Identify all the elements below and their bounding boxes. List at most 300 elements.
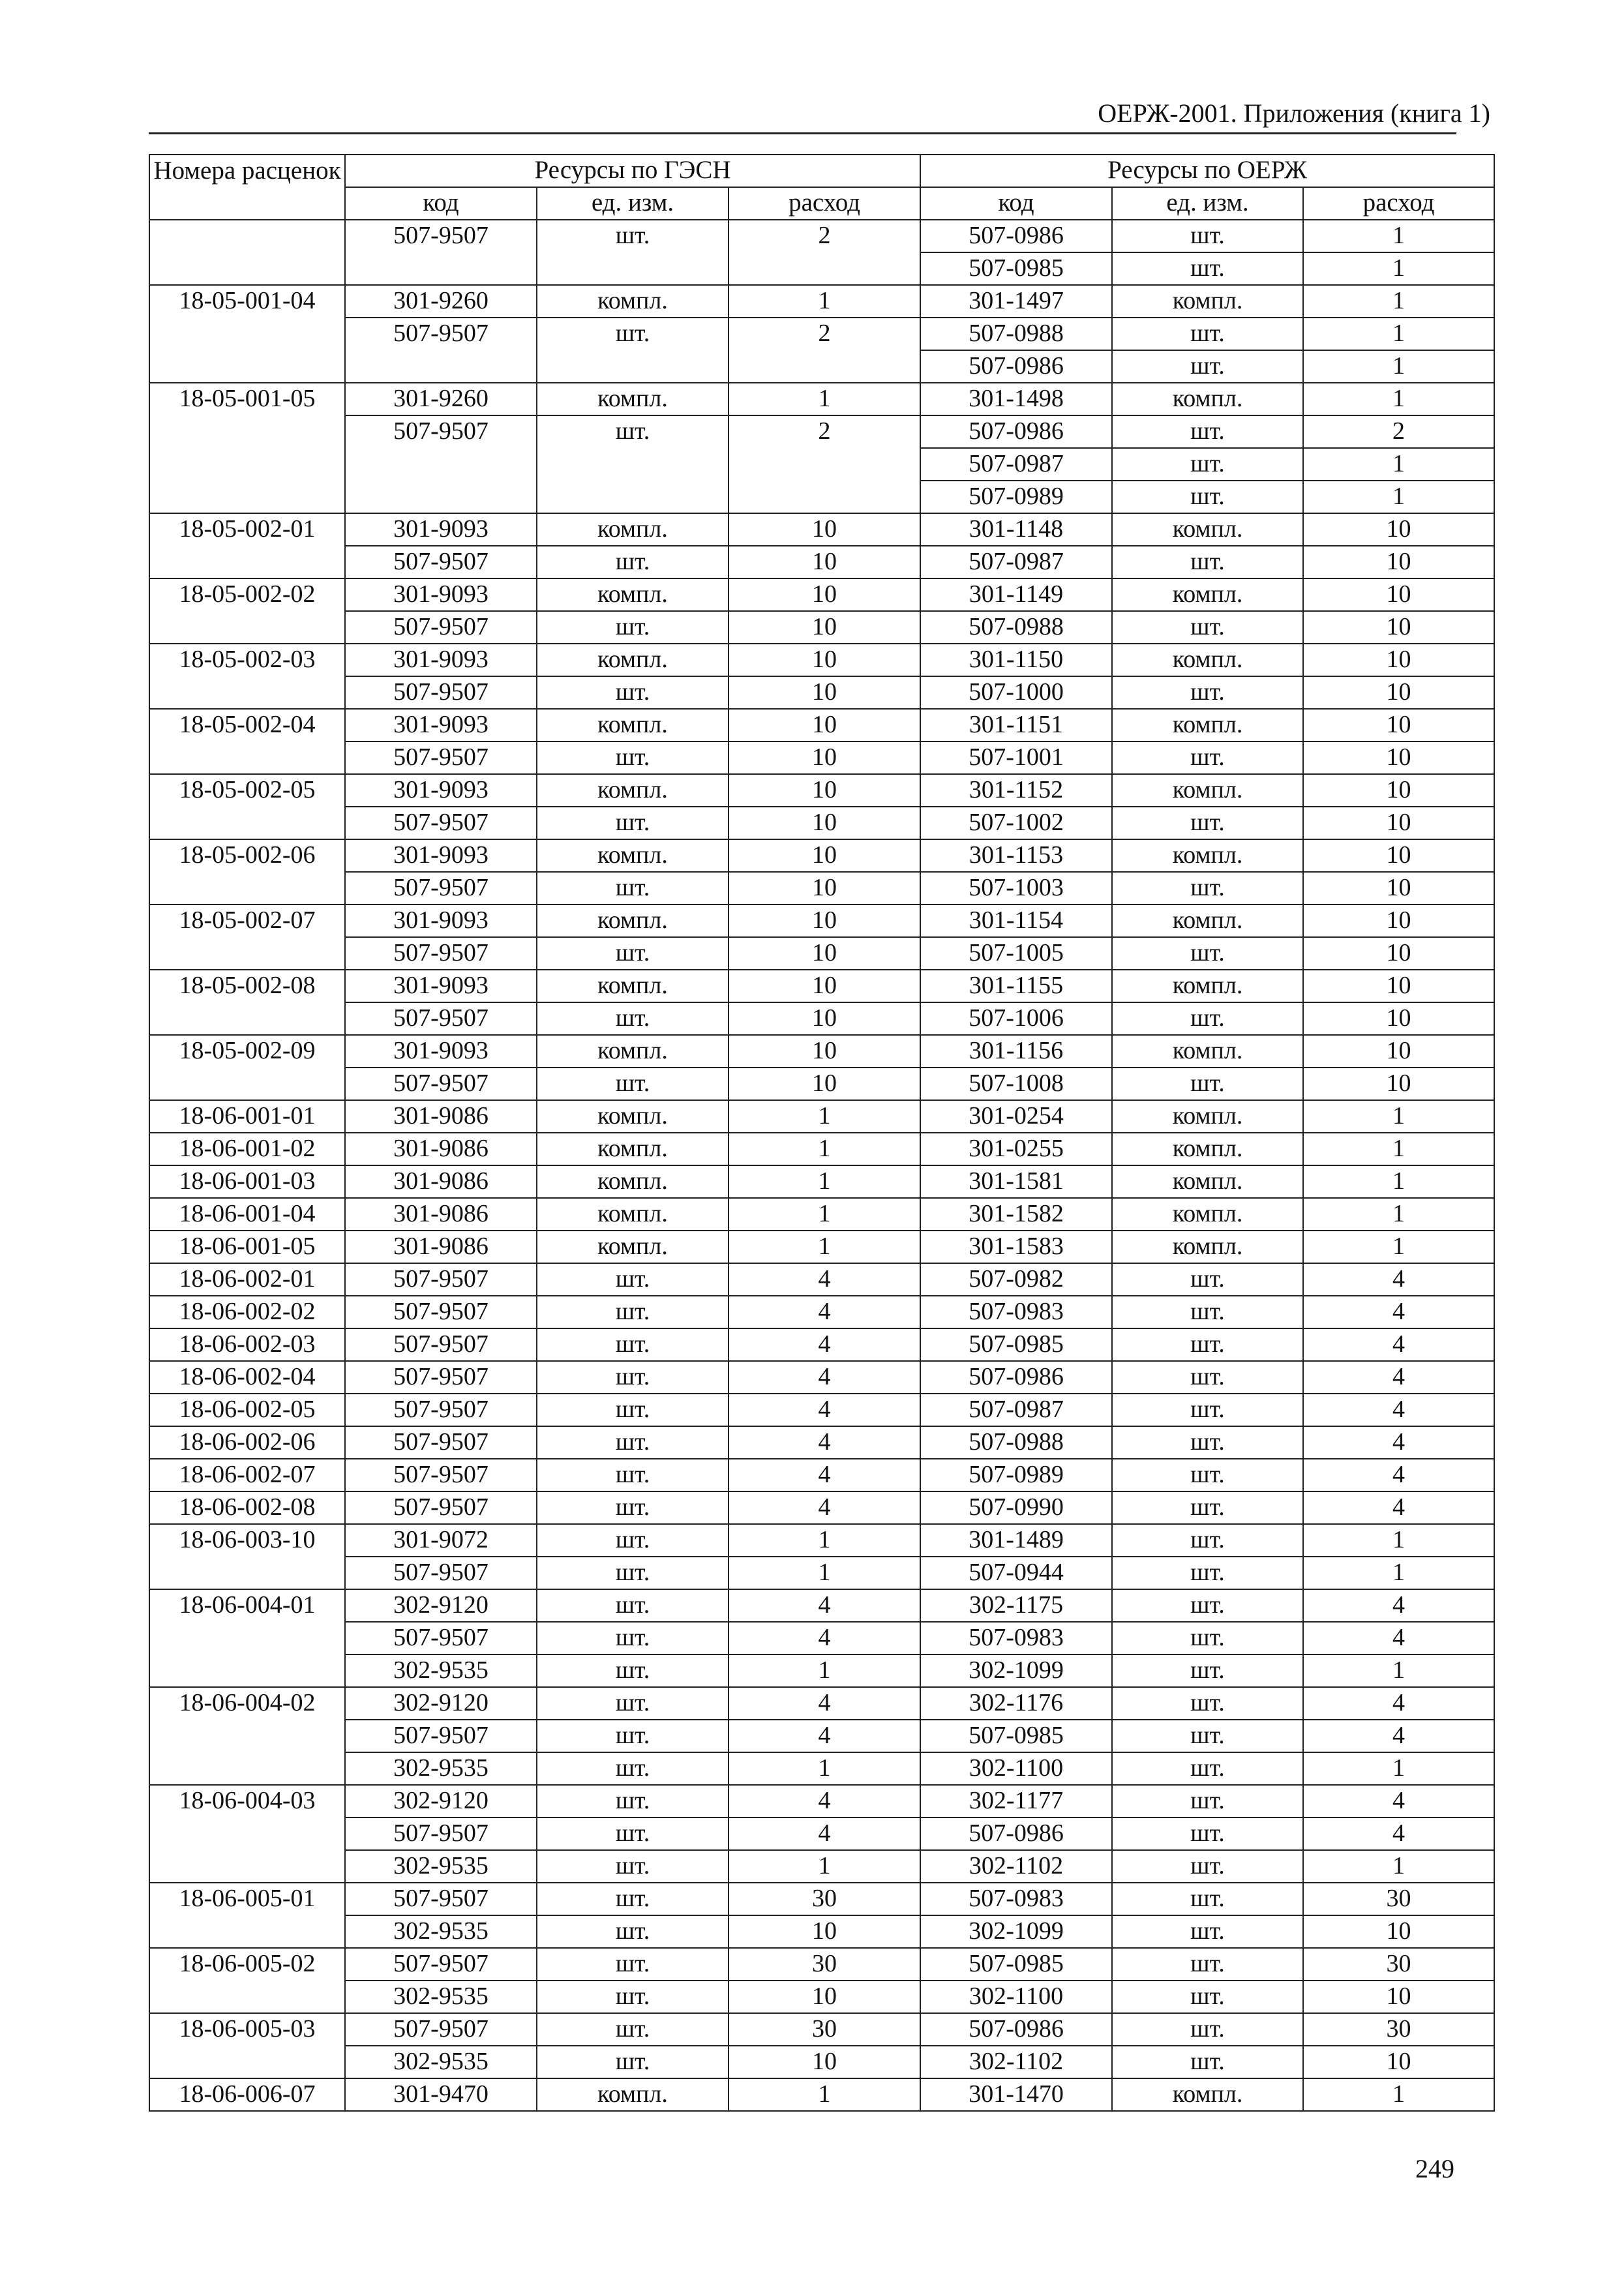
oerzh-qty-cell: 10 (1303, 676, 1494, 709)
gesn-unit-cell: шт. (537, 1394, 729, 1426)
oerzh-unit-cell: шт. (1112, 415, 1303, 448)
oerzh-code-cell: 302-1100 (920, 1752, 1112, 1785)
oerzh-code-cell: 301-1582 (920, 1198, 1112, 1231)
oerzh-qty-cell: 1 (1303, 1165, 1494, 1198)
rate-number-cell: 18-06-003-10 (149, 1524, 345, 1589)
oerzh-code-cell: 301-1153 (920, 839, 1112, 872)
gesn-code-cell: 301-9260 (345, 383, 537, 415)
gesn-unit-cell: шт. (537, 1785, 729, 1818)
rate-number-cell: 18-05-002-01 (149, 513, 345, 578)
oerzh-code-cell: 507-0987 (920, 546, 1112, 578)
oerzh-unit-cell: шт. (1112, 1263, 1303, 1296)
oerzh-qty-cell: 1 (1303, 220, 1494, 252)
oerzh-unit-cell: компл. (1112, 285, 1303, 318)
gesn-code-cell: 301-9086 (345, 1231, 537, 1263)
header-gesn: Ресурсы по ГЭСН (345, 155, 920, 187)
gesn-unit-cell: компл. (537, 1231, 729, 1263)
oerzh-unit-cell: шт. (1112, 1557, 1303, 1589)
gesn-code-cell: 301-9093 (345, 578, 537, 611)
rate-number-cell: 18-06-001-05 (149, 1231, 345, 1263)
subheader-oerzh-qty: расход (1303, 187, 1494, 220)
gesn-unit-cell: шт. (537, 1981, 729, 2013)
gesn-code-cell: 301-9072 (345, 1524, 537, 1557)
gesn-code-cell: 301-9093 (345, 644, 537, 676)
oerzh-qty-cell: 4 (1303, 1361, 1494, 1394)
table-row (149, 2046, 1494, 2078)
oerzh-unit-cell: шт. (1112, 1654, 1303, 1687)
rate-number-cell: 18-06-001-04 (149, 1198, 345, 1231)
oerzh-unit-cell: шт. (1112, 1883, 1303, 1915)
rate-number-cell: 18-06-005-01 (149, 1883, 345, 1948)
oerzh-code-cell: 507-1003 (920, 872, 1112, 905)
oerzh-unit-cell: шт. (1112, 350, 1303, 383)
gesn-qty-cell: 10 (729, 1068, 920, 1100)
gesn-unit-cell: шт. (537, 1426, 729, 1459)
gesn-unit-cell: шт. (537, 741, 729, 774)
oerzh-unit-cell: шт. (1112, 220, 1303, 252)
gesn-code-cell: 507-9507 (345, 1394, 537, 1426)
oerzh-qty-cell: 1 (1303, 448, 1494, 481)
gesn-qty-cell: 4 (729, 1785, 920, 1818)
gesn-unit-cell: шт. (537, 1068, 729, 1100)
oerzh-unit-cell: компл. (1112, 1198, 1303, 1231)
gesn-code-cell: 507-9507 (345, 1622, 537, 1654)
oerzh-code-cell: 507-1006 (920, 1002, 1112, 1035)
gesn-qty-cell: 1 (729, 1165, 920, 1198)
oerzh-unit-cell: компл. (1112, 709, 1303, 741)
table-row (149, 1165, 1494, 1198)
table-row (149, 546, 1494, 578)
oerzh-qty-cell: 10 (1303, 709, 1494, 741)
gesn-code-cell: 507-9507 (345, 1068, 537, 1100)
oerzh-code-cell: 507-0987 (920, 448, 1112, 481)
gesn-code-cell: 301-9093 (345, 905, 537, 937)
gesn-unit-cell: шт. (537, 1687, 729, 1720)
gesn-unit-cell: шт. (537, 1524, 729, 1557)
gesn-unit-cell: шт. (537, 676, 729, 709)
header-rates: Номера расценок (149, 155, 345, 220)
gesn-qty-cell: 1 (729, 1133, 920, 1165)
oerzh-unit-cell: компл. (1112, 2078, 1303, 2111)
rate-number-cell: 18-06-001-02 (149, 1133, 345, 1165)
gesn-qty-cell: 1 (729, 1850, 920, 1883)
gesn-code-cell: 507-9507 (345, 741, 537, 774)
gesn-qty-cell: 10 (729, 1035, 920, 1068)
oerzh-code-cell: 301-1150 (920, 644, 1112, 676)
oerzh-qty-cell: 10 (1303, 839, 1494, 872)
rate-number-cell: 18-05-002-03 (149, 644, 345, 709)
table-row (149, 1752, 1494, 1785)
oerzh-unit-cell: компл. (1112, 1231, 1303, 1263)
oerzh-unit-cell: шт. (1112, 741, 1303, 774)
oerzh-qty-cell: 1 (1303, 383, 1494, 415)
oerzh-qty-cell: 1 (1303, 1850, 1494, 1883)
gesn-qty-cell: 4 (729, 1361, 920, 1394)
oerzh-code-cell: 507-0988 (920, 611, 1112, 644)
table-row (149, 1068, 1494, 1100)
oerzh-unit-cell: шт. (1112, 1426, 1303, 1459)
gesn-unit-cell: шт. (537, 1850, 729, 1883)
oerzh-code-cell: 301-1152 (920, 774, 1112, 807)
oerzh-unit-cell: компл. (1112, 1133, 1303, 1165)
oerzh-code-cell: 301-0254 (920, 1100, 1112, 1133)
rate-number-cell: 18-06-005-03 (149, 2013, 345, 2078)
rate-number-cell: 18-06-002-06 (149, 1426, 345, 1459)
oerzh-unit-cell: шт. (1112, 1361, 1303, 1394)
oerzh-code-cell: 301-1583 (920, 1231, 1112, 1263)
rate-number-cell: 18-05-002-09 (149, 1035, 345, 1100)
gesn-qty-cell: 30 (729, 2013, 920, 2046)
oerzh-code-cell: 507-0986 (920, 415, 1112, 448)
table-row (149, 513, 1494, 546)
gesn-unit-cell: шт. (537, 220, 729, 285)
oerzh-code-cell: 301-1155 (920, 970, 1112, 1002)
oerzh-qty-cell: 10 (1303, 872, 1494, 905)
table-row (149, 1981, 1494, 2013)
gesn-unit-cell: компл. (537, 644, 729, 676)
oerzh-qty-cell: 4 (1303, 1328, 1494, 1361)
rate-number-cell: 18-06-004-01 (149, 1589, 345, 1687)
rate-number-cell: 18-06-004-02 (149, 1687, 345, 1785)
oerzh-code-cell: 507-1005 (920, 937, 1112, 970)
oerzh-unit-cell: шт. (1112, 937, 1303, 970)
oerzh-code-cell: 507-0986 (920, 1361, 1112, 1394)
table-row (149, 937, 1494, 970)
gesn-code-cell: 302-9535 (345, 2046, 537, 2078)
oerzh-unit-cell: шт. (1112, 2013, 1303, 2046)
gesn-code-cell: 301-9093 (345, 1035, 537, 1068)
gesn-qty-cell: 10 (729, 578, 920, 611)
gesn-code-cell: 302-9535 (345, 1981, 537, 2013)
oerzh-unit-cell: шт. (1112, 1915, 1303, 1948)
gesn-qty-cell: 10 (729, 709, 920, 741)
oerzh-qty-cell: 1 (1303, 2078, 1494, 2111)
gesn-code-cell: 507-9507 (345, 611, 537, 644)
oerzh-qty-cell: 30 (1303, 1948, 1494, 1981)
oerzh-qty-cell: 4 (1303, 1459, 1494, 1491)
oerzh-unit-cell: шт. (1112, 807, 1303, 839)
gesn-code-cell: 301-9093 (345, 513, 537, 546)
table-row (149, 1133, 1494, 1165)
oerzh-code-cell: 301-1489 (920, 1524, 1112, 1557)
oerzh-code-cell: 302-1102 (920, 1850, 1112, 1883)
gesn-code-cell: 507-9507 (345, 1426, 537, 1459)
oerzh-code-cell: 507-0986 (920, 1818, 1112, 1850)
gesn-qty-cell: 4 (729, 1491, 920, 1524)
table-row (149, 1915, 1494, 1948)
oerzh-unit-cell: шт. (1112, 676, 1303, 709)
gesn-code-cell: 507-9507 (345, 1948, 537, 1981)
gesn-qty-cell: 1 (729, 2078, 920, 2111)
oerzh-qty-cell: 10 (1303, 774, 1494, 807)
oerzh-qty-cell: 1 (1303, 1524, 1494, 1557)
table-row (149, 1002, 1494, 1035)
oerzh-unit-cell: шт. (1112, 1687, 1303, 1720)
oerzh-qty-cell: 10 (1303, 937, 1494, 970)
subheader-oerzh-unit: ед. изм. (1112, 187, 1303, 220)
oerzh-unit-cell: шт. (1112, 546, 1303, 578)
gesn-unit-cell: шт. (537, 1720, 729, 1752)
oerzh-qty-cell: 1 (1303, 481, 1494, 513)
gesn-unit-cell: компл. (537, 578, 729, 611)
table-row (149, 383, 1494, 415)
gesn-qty-cell: 1 (729, 1100, 920, 1133)
gesn-unit-cell: компл. (537, 1133, 729, 1165)
oerzh-qty-cell: 4 (1303, 1491, 1494, 1524)
gesn-qty-cell: 30 (729, 1948, 920, 1981)
oerzh-unit-cell: компл. (1112, 970, 1303, 1002)
oerzh-code-cell: 302-1099 (920, 1915, 1112, 1948)
oerzh-qty-cell: 4 (1303, 1687, 1494, 1720)
oerzh-qty-cell: 4 (1303, 1622, 1494, 1654)
oerzh-code-cell: 507-0989 (920, 481, 1112, 513)
gesn-code-cell: 507-9507 (345, 937, 537, 970)
oerzh-code-cell: 301-1470 (920, 2078, 1112, 2111)
gesn-qty-cell: 4 (729, 1622, 920, 1654)
gesn-code-cell: 302-9120 (345, 1687, 537, 1720)
table-row (149, 839, 1494, 872)
table-row (149, 611, 1494, 644)
gesn-unit-cell: шт. (537, 1948, 729, 1981)
rate-number-cell: 18-06-002-02 (149, 1296, 345, 1328)
oerzh-qty-cell: 10 (1303, 1981, 1494, 2013)
oerzh-code-cell: 301-1498 (920, 383, 1112, 415)
gesn-unit-cell: шт. (537, 1818, 729, 1850)
table-row (149, 1231, 1494, 1263)
subheader-gesn-qty: расход (729, 187, 920, 220)
oerzh-qty-cell: 1 (1303, 1198, 1494, 1231)
gesn-code-cell: 302-9535 (345, 1915, 537, 1948)
oerzh-unit-cell: шт. (1112, 1948, 1303, 1981)
oerzh-unit-cell: шт. (1112, 1296, 1303, 1328)
oerzh-code-cell: 507-0990 (920, 1491, 1112, 1524)
oerzh-code-cell: 301-1156 (920, 1035, 1112, 1068)
oerzh-qty-cell: 30 (1303, 1883, 1494, 1915)
gesn-unit-cell: шт. (537, 1622, 729, 1654)
rate-number-cell: 18-06-001-03 (149, 1165, 345, 1198)
rate-number-cell: 18-05-002-02 (149, 578, 345, 644)
table-row (149, 1394, 1494, 1426)
rate-number-cell: 18-06-006-07 (149, 2078, 345, 2111)
gesn-qty-cell: 1 (729, 1654, 920, 1687)
gesn-unit-cell: шт. (537, 415, 729, 513)
gesn-unit-cell: шт. (537, 2013, 729, 2046)
gesn-qty-cell: 4 (729, 1589, 920, 1622)
oerzh-qty-cell: 10 (1303, 546, 1494, 578)
gesn-code-cell: 301-9093 (345, 709, 537, 741)
oerzh-code-cell: 507-0985 (920, 1720, 1112, 1752)
gesn-unit-cell: компл. (537, 1198, 729, 1231)
table-row (149, 741, 1494, 774)
table-row (149, 220, 1494, 252)
gesn-unit-cell: шт. (537, 1589, 729, 1622)
gesn-qty-cell: 1 (729, 1231, 920, 1263)
oerzh-unit-cell: компл. (1112, 513, 1303, 546)
oerzh-code-cell: 507-0988 (920, 318, 1112, 350)
gesn-unit-cell: шт. (537, 1752, 729, 1785)
oerzh-unit-cell: компл. (1112, 774, 1303, 807)
gesn-unit-cell: шт. (537, 2046, 729, 2078)
gesn-unit-cell: шт. (537, 1002, 729, 1035)
oerzh-unit-cell: шт. (1112, 872, 1303, 905)
rate-number-cell: 18-05-002-07 (149, 905, 345, 970)
gesn-code-cell: 507-9507 (345, 807, 537, 839)
oerzh-unit-cell: шт. (1112, 1068, 1303, 1100)
oerzh-unit-cell: компл. (1112, 1035, 1303, 1068)
table-row (149, 1198, 1494, 1231)
gesn-qty-cell: 10 (729, 1002, 920, 1035)
oerzh-unit-cell: компл. (1112, 383, 1303, 415)
rate-number-cell: 18-05-001-05 (149, 383, 345, 513)
gesn-code-cell: 507-9507 (345, 872, 537, 905)
gesn-code-cell: 507-9507 (345, 1818, 537, 1850)
table-row (149, 1459, 1494, 1491)
gesn-unit-cell: шт. (537, 1915, 729, 1948)
rate-number-cell (149, 220, 345, 285)
gesn-qty-cell: 10 (729, 937, 920, 970)
table-row (149, 1948, 1494, 1981)
gesn-qty-cell: 2 (729, 415, 920, 513)
rate-number-cell: 18-05-002-04 (149, 709, 345, 774)
oerzh-unit-cell: шт. (1112, 1394, 1303, 1426)
oerzh-unit-cell: компл. (1112, 905, 1303, 937)
gesn-qty-cell: 30 (729, 1883, 920, 1915)
gesn-qty-cell: 10 (729, 644, 920, 676)
subheader-gesn-unit: ед. изм. (537, 187, 729, 220)
gesn-qty-cell: 2 (729, 220, 920, 285)
oerzh-code-cell: 507-0986 (920, 2013, 1112, 2046)
oerzh-unit-cell: шт. (1112, 1752, 1303, 1785)
oerzh-unit-cell: шт. (1112, 2046, 1303, 2078)
gesn-qty-cell: 4 (729, 1296, 920, 1328)
oerzh-unit-cell: шт. (1112, 1720, 1303, 1752)
gesn-unit-cell: компл. (537, 1165, 729, 1198)
rate-number-cell: 18-06-002-05 (149, 1394, 345, 1426)
table-row (149, 2013, 1494, 2046)
gesn-unit-cell: шт. (537, 318, 729, 383)
rate-number-cell: 18-06-005-02 (149, 1948, 345, 2013)
gesn-unit-cell: компл. (537, 513, 729, 546)
gesn-code-cell: 507-9507 (345, 1557, 537, 1589)
oerzh-unit-cell: компл. (1112, 1165, 1303, 1198)
gesn-qty-cell: 10 (729, 2046, 920, 2078)
oerzh-code-cell: 507-0988 (920, 1426, 1112, 1459)
oerzh-code-cell: 302-1177 (920, 1785, 1112, 1818)
table-row (149, 1720, 1494, 1752)
oerzh-unit-cell: шт. (1112, 1850, 1303, 1883)
gesn-qty-cell: 10 (729, 1981, 920, 2013)
rate-number-cell: 18-05-002-05 (149, 774, 345, 839)
oerzh-qty-cell: 1 (1303, 1231, 1494, 1263)
gesn-qty-cell: 10 (729, 1915, 920, 1948)
oerzh-qty-cell: 10 (1303, 1915, 1494, 1948)
subheader-gesn-code: код (345, 187, 537, 220)
gesn-code-cell: 301-9086 (345, 1133, 537, 1165)
gesn-unit-cell: компл. (537, 839, 729, 872)
gesn-code-cell: 507-9507 (345, 318, 537, 383)
oerzh-unit-cell: шт. (1112, 448, 1303, 481)
oerzh-code-cell: 301-1581 (920, 1165, 1112, 1198)
gesn-qty-cell: 4 (729, 1459, 920, 1491)
rate-number-cell: 18-06-004-03 (149, 1785, 345, 1883)
table-row (149, 1361, 1494, 1394)
gesn-unit-cell: шт. (537, 1883, 729, 1915)
gesn-qty-cell: 1 (729, 1198, 920, 1231)
oerzh-code-cell: 507-0983 (920, 1622, 1112, 1654)
table-row (149, 872, 1494, 905)
gesn-unit-cell: шт. (537, 1263, 729, 1296)
oerzh-code-cell: 507-1001 (920, 741, 1112, 774)
table-row (149, 1328, 1494, 1361)
gesn-unit-cell: шт. (537, 1557, 729, 1589)
resources-table (149, 154, 1495, 2112)
oerzh-qty-cell: 4 (1303, 1720, 1494, 1752)
gesn-unit-cell: шт. (537, 1361, 729, 1394)
oerzh-qty-cell: 1 (1303, 252, 1494, 285)
oerzh-unit-cell: шт. (1112, 318, 1303, 350)
table-row (149, 1263, 1494, 1296)
rate-number-cell: 18-06-002-03 (149, 1328, 345, 1361)
running-header: ОЕРЖ-2001. Приложения (книга 1) (1098, 98, 1490, 128)
oerzh-unit-cell: шт. (1112, 1818, 1303, 1850)
gesn-code-cell: 507-9507 (345, 676, 537, 709)
gesn-qty-cell: 1 (729, 1752, 920, 1785)
table-row (149, 1883, 1494, 1915)
gesn-unit-cell: шт. (537, 872, 729, 905)
oerzh-unit-cell: компл. (1112, 578, 1303, 611)
gesn-qty-cell: 10 (729, 905, 920, 937)
oerzh-code-cell: 301-1148 (920, 513, 1112, 546)
table-row (149, 1557, 1494, 1589)
page-number: 249 (1415, 2154, 1454, 2183)
rate-number-cell: 18-05-002-06 (149, 839, 345, 905)
oerzh-qty-cell: 4 (1303, 1263, 1494, 1296)
subheader-oerzh-code: код (920, 187, 1112, 220)
gesn-code-cell: 301-9260 (345, 285, 537, 318)
gesn-unit-cell: шт. (537, 807, 729, 839)
gesn-qty-cell: 4 (729, 1426, 920, 1459)
oerzh-qty-cell: 4 (1303, 1589, 1494, 1622)
oerzh-qty-cell: 1 (1303, 1133, 1494, 1165)
oerzh-qty-cell: 1 (1303, 285, 1494, 318)
gesn-unit-cell: компл. (537, 774, 729, 807)
gesn-code-cell: 302-9535 (345, 1752, 537, 1785)
table-row (149, 1100, 1494, 1133)
oerzh-code-cell: 507-1000 (920, 676, 1112, 709)
oerzh-code-cell: 507-0987 (920, 1394, 1112, 1426)
oerzh-qty-cell: 4 (1303, 1785, 1494, 1818)
oerzh-unit-cell: шт. (1112, 1491, 1303, 1524)
gesn-code-cell: 507-9507 (345, 1002, 537, 1035)
rate-number-cell: 18-06-002-01 (149, 1263, 345, 1296)
table-row (149, 807, 1494, 839)
oerzh-unit-cell: шт. (1112, 1589, 1303, 1622)
table-row (149, 905, 1494, 937)
oerzh-qty-cell: 1 (1303, 1654, 1494, 1687)
table-row (149, 1850, 1494, 1883)
table-row (149, 318, 1494, 350)
gesn-qty-cell: 10 (729, 970, 920, 1002)
oerzh-code-cell: 507-0986 (920, 220, 1112, 252)
oerzh-qty-cell: 4 (1303, 1394, 1494, 1426)
gesn-code-cell: 507-9507 (345, 546, 537, 578)
gesn-code-cell: 301-9086 (345, 1165, 537, 1198)
oerzh-code-cell: 302-1102 (920, 2046, 1112, 2078)
gesn-code-cell: 507-9507 (345, 220, 537, 285)
oerzh-code-cell: 507-1002 (920, 807, 1112, 839)
table-row (149, 709, 1494, 741)
header-oerzh: Ресурсы по ОЕРЖ (920, 155, 1494, 187)
